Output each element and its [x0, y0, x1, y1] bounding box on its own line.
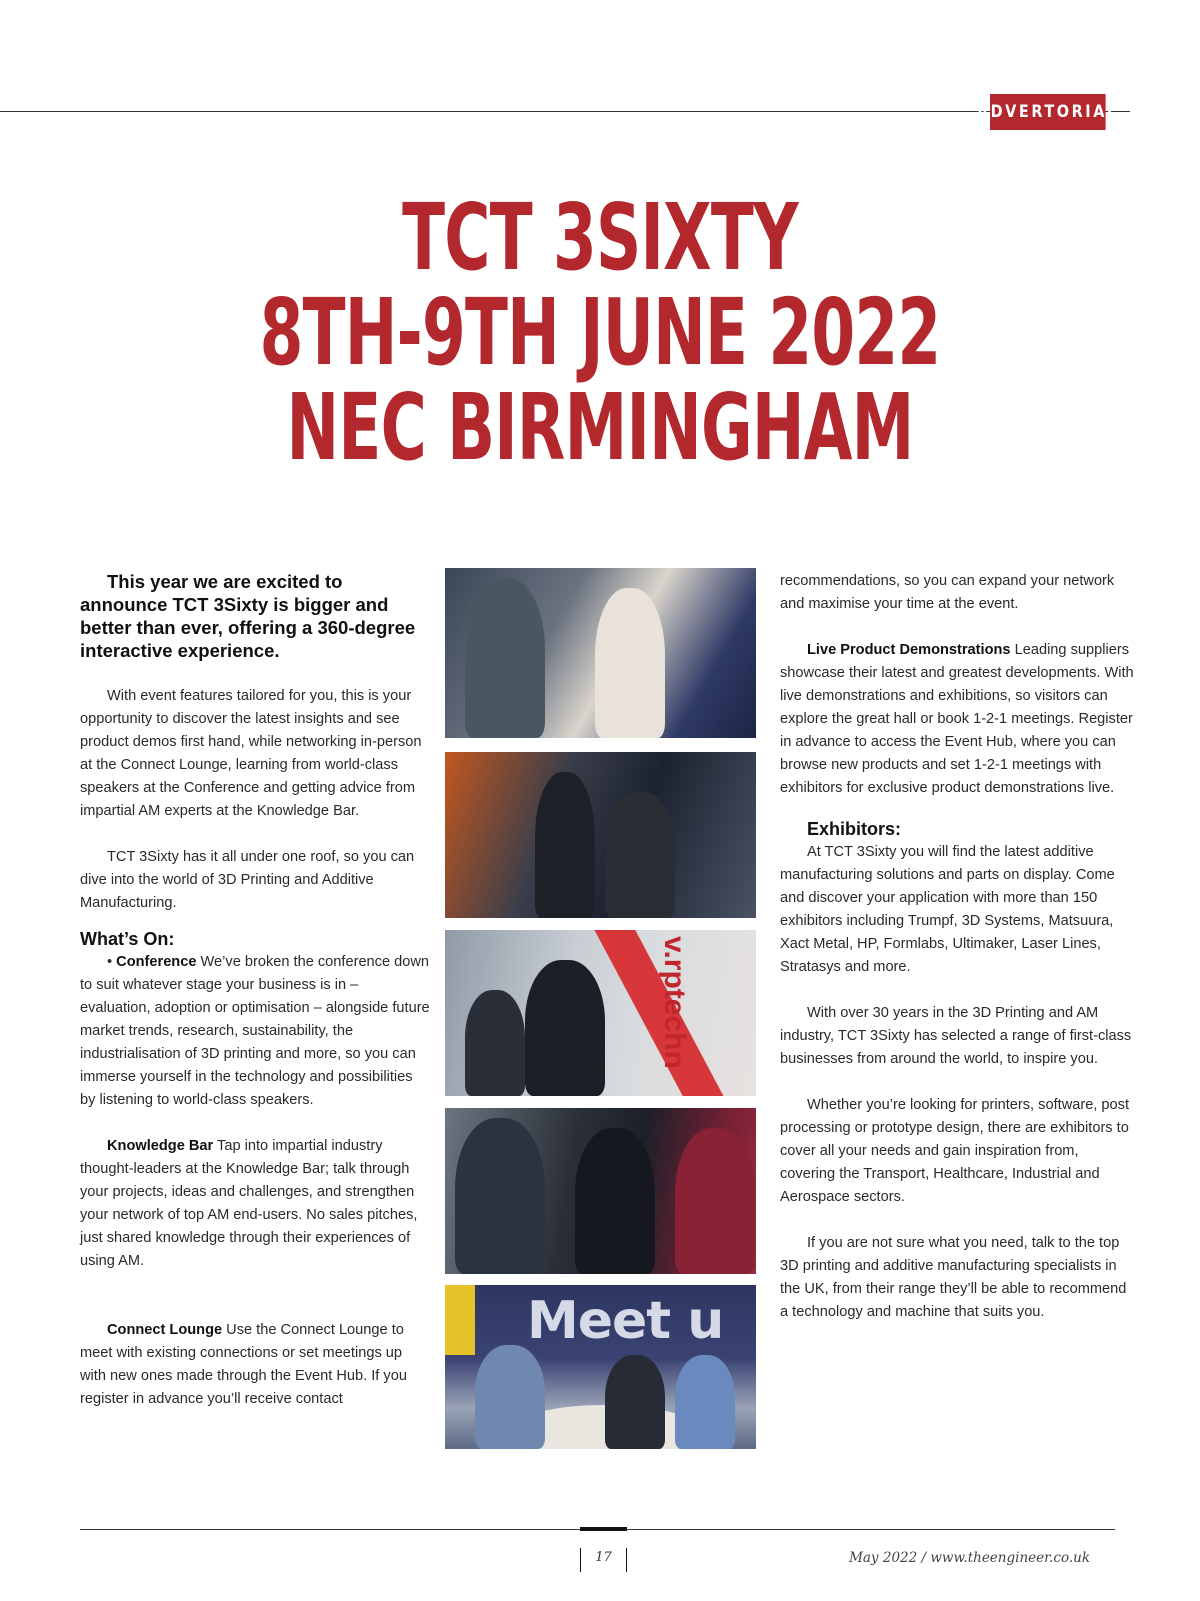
left-column: [80, 570, 430, 1411]
intro-paragraph: With event features tailored for you, this is your opportunity to discover the latest insights and see product demos first hand, while networking in-person at the Connect Lounge, learning from world-class speakers at the Conference and getting advice from impartial AM experts at the Knowledge Bar.: [80, 688, 422, 819]
exhibitors-paragraph-4: If you are not sure what you need, talk to the top 3D printing and additive manufacturing specialists in the UK, from their range they’ll be able to recommend a technology and machine that suits you.: [780, 1235, 1127, 1320]
conference-label: Conference: [116, 954, 197, 970]
photo-business-meeting: [445, 1108, 756, 1274]
conference-text: We’ve broken the conference down to suit whatever stage your business is in – evaluation, adoption or optimisation – alongside future market trends, research, sustainability, the industrialisation of 3D printing and more, so you can immerse yourself in the technology and possibilities by listening to world-class speakers.: [80, 954, 430, 1108]
photo-vr-demo: [445, 930, 756, 1096]
advertorial-tag: ADVERTORIAL: [990, 94, 1106, 130]
lead-paragraph: This year we are excited to announce TCT 3Sixty is bigger and better than ever, offering a 360-degree interactive experience.: [80, 571, 416, 661]
exhibitors-heading: Exhibitors:: [807, 819, 902, 839]
knowledge-bar-label: Knowledge Bar: [107, 1138, 214, 1154]
headline-line-3: NEC BIRMINGHAM: [286, 374, 914, 481]
page-number-divider-right: [626, 1548, 627, 1572]
headline-line-1: TCT 3SIXTY: [402, 184, 798, 291]
exhibitors-paragraph-3: Whether you’re looking for printers, software, post processing or prototype design, there are exhibitors to cover all your needs and gain inspiration from, covering the Transport, Healthcare, Industrial and Aerospace sectors.: [780, 1097, 1130, 1205]
recommendations-paragraph: recommendations, so you can expand your network and maximise your time at the event.: [780, 573, 1115, 612]
top-rule: [0, 111, 1130, 112]
roof-paragraph: TCT 3Sixty has it all under one roof, so you can dive into the world of 3D Printing and Additive Manufacturing.: [80, 849, 415, 911]
connect-lounge-label: Connect Lounge: [107, 1322, 223, 1338]
photo-demo-crowd: [445, 568, 756, 738]
knowledge-bar-text: Tap into impartial industry thought-leaders at the Knowledge Bar; talk through your projects, ideas and challenges, and strengthen your network of top AM end-users. No sales pitches, just shared knowledge through their experiences of using AM.: [80, 1138, 418, 1269]
photo-networking: [445, 752, 756, 918]
conference-paragraph: [80, 951, 430, 1112]
knowledge-bar-paragraph: [80, 1135, 430, 1273]
live-demos-paragraph: [780, 639, 1135, 800]
whats-on-heading: What’s On:: [80, 929, 175, 949]
footer-rule-accent: [580, 1527, 627, 1531]
connect-lounge-text: Use the Connect Lounge to meet with existing connections or set meetings up with new ones made through the Event Hub. If you register in advance you’ll receive contact: [80, 1322, 407, 1407]
bullet: •: [107, 954, 117, 970]
banner-url-text: v.rptechn: [658, 936, 691, 1069]
live-demos-label: Live Product Demonstrations: [807, 642, 1011, 658]
photo-meet-up-lounge: [445, 1285, 756, 1449]
meet-up-sign-text: Meet u: [527, 1291, 724, 1351]
page-number: 17: [595, 1550, 612, 1565]
headline-line-2: 8TH-9TH JUNE 2022: [259, 279, 941, 386]
exhibitors-paragraph-2: With over 30 years in the 3D Printing and AM industry, TCT 3Sixty has selected a range of first-class businesses from around the world, to inspire you.: [780, 1005, 1132, 1067]
right-column: [780, 570, 1135, 1324]
headline: [0, 184, 1200, 481]
live-demos-text: Leading suppliers showcase their latest and greatest developments. With live demonstrations and exhibitions, so visitors can explore the great hall or book 1-2-1 meetings. Register in advance to access the Event Hub, where you can browse new products and set 1-2-1 meetings with exhibitors for exclusive product demonstrations live.: [780, 642, 1134, 796]
exhibitors-paragraph-1: At TCT 3Sixty you will find the latest additive manufacturing solutions and parts on display. Come and discover your application with more than 150 exhibitors including Trumpf, 3D Systems, Matsuura, Xact Metal, HP, Formlabs, Ultimaker, Laser Lines, Stratasys and more.: [780, 844, 1115, 975]
issue-and-website: May 2022 / www.theengineer.co.uk: [849, 1550, 1090, 1566]
connect-lounge-paragraph: [80, 1319, 430, 1411]
